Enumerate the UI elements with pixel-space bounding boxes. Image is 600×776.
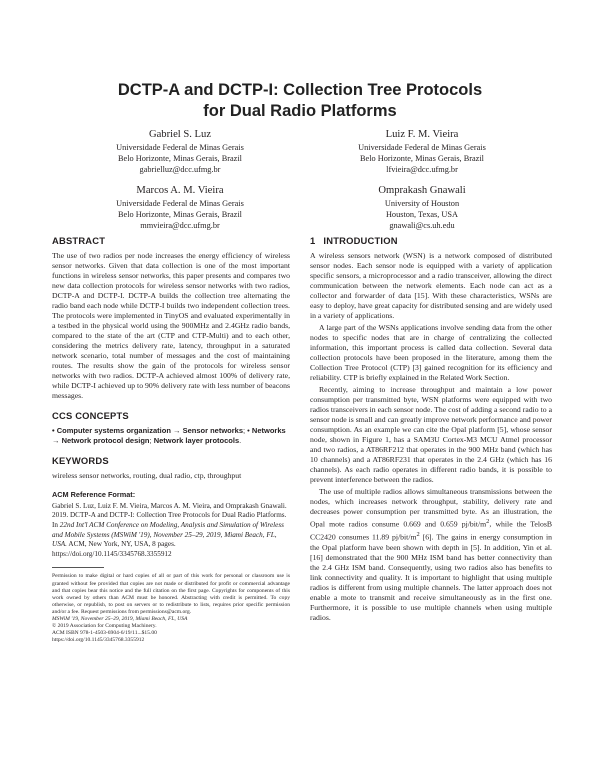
author-email[interactable]: gabrielluz@dcc.ufmg.br xyxy=(139,165,221,175)
paper-title xyxy=(60,80,540,122)
ccs-separator: ; • xyxy=(243,426,252,436)
title-line-2: for Dual Radio Platforms xyxy=(203,102,397,120)
ccs-end: . xyxy=(239,436,242,446)
author-block-2 xyxy=(312,128,532,176)
ccs-term: Network layer protocols xyxy=(153,436,240,446)
introduction-heading xyxy=(310,235,552,247)
ccs-section xyxy=(52,410,290,446)
isbn-line: ACM ISBN 978-1-4503-6904-6/19/11...$15.00 xyxy=(52,630,157,637)
ccs-arrow: → xyxy=(52,436,62,446)
ccs-term: Networks xyxy=(251,426,286,436)
superscript: 2 xyxy=(486,518,490,526)
ccs-term: Sensor networks xyxy=(182,426,244,436)
intro-paragraph-1: A wireless sensors network (WSN) is a network composed of distributed sensor nodes. Each sensor node is equipped with a variety of application specific sensors, a microprocessor and a radio transceiver, allowing the direct communication between the network elements. Each node can act as a collector and forwarder of data [15]. With these characteristics, WSNs are easy to deploy, have great capacity for distributed sensing and are widely used in a variety of applications. xyxy=(310,251,552,321)
author-affiliation: Universidade Federal de Minas Gerais xyxy=(358,143,486,152)
copyright-footnote xyxy=(52,573,290,644)
abstract-text: The use of two radios per node increases the energy efficiency of wireless sensor networks. Given that data collection is one of the most important functions in wireless sensor networks, this paper presents and compares two new data collection protocols for wireless sensor networks with two radios, DCTP-A and DCTP-I. DCTP-A builds the collection tree alternating the radio band each node while DCTP-I builds two independent collection trees. The protocols were implemented in TinyOS and evaluated experimentally in a testbed in the physical world using the 900MHz and 2.4GHz radio bands, compared to the state of the art (CTP and CTP-Multi) and to each other, considering the metrics delivery rate, latency, throughput in a saturated network scenario, total number of messages and the cost of maintaining routes. The results show the gain of the protocols for wireless sensor networks with two radios. DCTP-A achieved almost 100% of delivery rate, while DCTP-I achieved up to 90% delivery rate with less number of beacons messages. xyxy=(52,251,290,401)
acm-reference xyxy=(52,490,290,559)
ccs-term: • Computer systems organization xyxy=(52,426,171,436)
abstract-heading: ABSTRACT xyxy=(52,235,106,246)
author-name: Omprakash Gnawali xyxy=(378,185,466,196)
footnote-divider xyxy=(52,567,104,568)
intro-paragraph-3: Recently, aiming to increase throughput and maintain a low power consumption per transmitted byte, WSN platforms were equipped with two radios transceivers in each sensor node. The cost of adding a second radio to a sensor node is small and can greatly improve network performance and power consumption. As an example we can cite the Opal platform [5], whose sensor node, shown in Figure 1, has a SAM3U Cortex-M3 MCU Atmel processor and two radios, a AT86RF212 that operates in the 900 MHz band (which has 10 channels) and a AT86RF231 that operates in the 2.4 GHz (which has 16 channels). As each radio operates in different radio bands, it is possible to prevent interference between the radios. xyxy=(310,385,552,485)
superscript: 2 xyxy=(416,530,420,538)
left-column xyxy=(52,235,290,644)
author-affiliation: Universidade Federal de Minas Gerais xyxy=(116,143,244,152)
section-number: 1 xyxy=(310,235,316,246)
ccs-heading: CCS CONCEPTS xyxy=(52,410,129,422)
author-email[interactable]: gnawali@cs.uh.edu xyxy=(389,221,455,231)
author-location: Belo Horizonte, Minas Gerais, Brazil xyxy=(118,154,242,164)
paragraph-text: The use of multiple radios allows simultaneous transmissions between the nodes, which increases network throughput, stability, delivery rate and decreases power consumption per transmitted byte. As an illustration, the Opal mote radios consume 0.669 and 0.659 pj/bit/m xyxy=(310,487,552,529)
ccs-arrow: → xyxy=(170,426,183,436)
intro-paragraph-2: A large part of the WSNs applications involve sending data from the other nodes to specific nodes that are in charge of centralizing the collected information, this important process is called data collection. Several data collection protocols have been proposed in the literature, among them the Collection Tree Protocol (CTP) [3] gained recognition for its efficiency and reliability. CTP is briefly explained in the Related Work Section. xyxy=(310,323,552,383)
permission-notice: Permission to make digital or hard copies of all or part of this work for personal or classroom use is granted without fee provided that copies are not made or distributed for profit or commercial advantage and that copies bear this notice and the full citation on the first page. Copyrights for components of this work owned by others than ACM must be honored. Abstracting with credit is permitted. To copy otherwise, or republish, to post on servers or to redistribute to lists, requires prior specific permission and/or a fee. Request permissions from permissions@acm.org. xyxy=(52,573,290,615)
right-column xyxy=(310,235,552,623)
ccs-concepts xyxy=(52,426,290,446)
keywords-section xyxy=(52,455,290,481)
conference-line: MSWiM '19, November 25–29, 2019, Miami Beach, FL, USA xyxy=(52,615,188,622)
author-name: Gabriel S. Luz xyxy=(148,129,212,140)
intro-paragraph-4 xyxy=(310,487,552,622)
ccs-term: Network protocol design xyxy=(61,436,150,446)
section-title: INTRODUCTION xyxy=(323,235,398,246)
author-block-3 xyxy=(70,184,290,232)
author-email[interactable]: lfvieira@dcc.ufmg.br xyxy=(386,165,458,175)
acm-reference-heading: ACM Reference Format: xyxy=(52,490,136,500)
author-name: Marcos A. M. Vieira xyxy=(136,185,224,196)
author-location: Belo Horizonte, Minas Gerais, Brazil xyxy=(360,154,484,164)
author-name: Luiz F. M. Vieira xyxy=(385,129,459,140)
author-affiliation: University of Houston xyxy=(384,199,460,208)
author-affiliation: Universidade Federal de Minas Gerais xyxy=(116,199,244,208)
ccs-separator: ; xyxy=(149,436,154,446)
keywords-text: wireless sensor networks, routing, dual radio, ctp, throughput xyxy=(52,471,242,481)
title-line-1: DCTP-A and DCTP-I: Collection Tree Protocols xyxy=(117,81,483,99)
author-email[interactable]: mmvieira@dcc.ufmg.br xyxy=(140,221,220,231)
paragraph-text: [6]. The gains in energy consumption in the Opal platform have been shown with depth in [5]. In addition, Yin et al. [16] demonstrated that the 900 MHz ISM band has better connectivity than the 2.4 GHz ISM band. Consequently, using two radios also has benefits to link connectivity and quality. It is important to highlight that using multiple radios is different from using multiple channels. The latter approach does not enable a mote to transmit and receive simultaneously as in the first one. Furthermore, it is possible to use multiple channels when using multiple radios. xyxy=(310,532,552,622)
author-block-4 xyxy=(312,184,532,232)
paragraph-text: , while the TelosB CC2420 consumes 11.89 pj/bit/m xyxy=(310,519,552,542)
acm-reference-text: Gabriel S. Luz, Luiz F. M. Vieira, Marcos A. M. Vieira, and Omprakash Gnawali. 2019. DCTP-A and DCTP-I: Collection Tree Protocols for Dual Radio Platforms. In xyxy=(52,501,287,530)
acm-reference-venue: 22nd Int'l ACM Conference on Modeling, Analysis and Simulation of Wireless and Mobile Systems (MSWiM '19), November 25–29, 2019, Miami Beach, FL, USA. xyxy=(52,521,284,549)
author-location: Houston, Texas, USA xyxy=(385,210,459,220)
copyright-line: © 2019 Association for Computing Machinery. xyxy=(52,623,157,630)
doi-link[interactable]: https://doi.org/10.1145/3345768.3355912 xyxy=(52,637,145,644)
author-location: Belo Horizonte, Minas Gerais, Brazil xyxy=(118,210,242,220)
author-block-1 xyxy=(70,128,290,176)
acm-reference-doi: ACM, New York, NY, USA, 8 pages. https://doi.org/10.1145/3345768.3355912 xyxy=(52,540,176,558)
keywords-heading: KEYWORDS xyxy=(52,455,109,467)
